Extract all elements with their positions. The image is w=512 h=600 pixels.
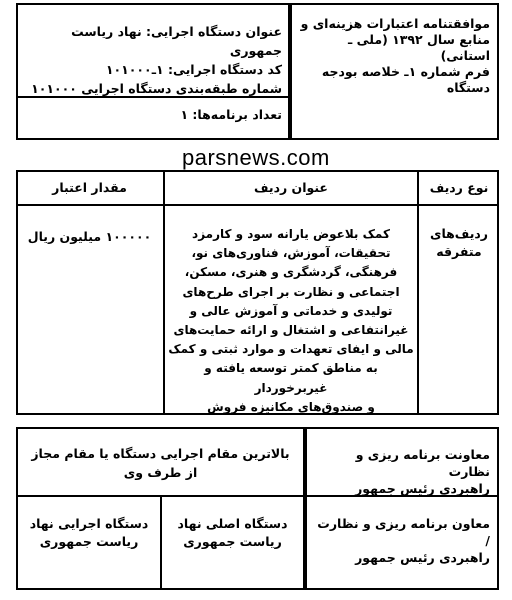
deputy-signer-line: راهبردی رئیس جمهور (355, 550, 490, 565)
row-type-text: ردیف‌های متفرقه (429, 226, 488, 259)
row-title-line: مالی و ایفای تعهدات و موارد ثبتی و کمک (168, 342, 414, 357)
executive-agency-line: دستگاه اجرایی نهاد (29, 516, 149, 531)
header-title-line: دستگاه (446, 80, 490, 95)
header-title-line: موافقتنامه اعتبارات هزینه‌ای و (300, 16, 490, 31)
deputy-office (314, 446, 490, 497)
main-agency (162, 515, 303, 551)
row-title-line: و صندوق‌های مکانیزه فروش (207, 399, 375, 414)
row-title-line: تحقیقات، آموزش، فناوری‌های نو، (191, 246, 391, 261)
header-row-title: عنوان ردیف (254, 180, 328, 195)
authority-title-line: از طرف وی (123, 465, 198, 480)
row-title (167, 225, 415, 417)
row-title-line: تولیدی و خدماتی و آموزش عالی و (189, 303, 393, 318)
main-agency-line: ریاست جمهوری (183, 534, 282, 549)
header-title-line: منابع سال ۱۳۹۲ (ملی ـ استانی) (347, 32, 490, 63)
row-type (421, 225, 497, 261)
deputy-signer (314, 515, 490, 566)
table-col-divider-1 (163, 170, 165, 415)
header-title-line: فرم شماره ۱ـ خلاصه بودجه (321, 64, 490, 79)
header-amount: مقدار اعتبار (52, 180, 127, 195)
table-col-divider-2 (417, 170, 419, 415)
main-agency-line: دستگاه اصلی نهاد (177, 516, 288, 531)
agency-code: کد دستگاه اجرایی: ۱ـ۱۰۱۰۰۰ (105, 62, 282, 77)
table-header-separator (16, 204, 499, 206)
row-title-line: غیرانتفاعی و اشتغال و ارائه حمایت‌های (173, 323, 409, 338)
agency-classification: شماره طبقه‌بندی دستگاه اجرایی ۱۰۱۰۰۰ (31, 81, 282, 96)
agency-info (20, 22, 282, 98)
row-amount: ۱۰۰۰۰۰ میلیون ریال (27, 229, 152, 244)
row-title-line: کمک بلاعوض یارانه سود و کارمزد (192, 227, 390, 241)
row-title-line: اجتماعی و نظارت بر اجرای طرح‌های (182, 284, 400, 299)
authority-title (18, 444, 303, 482)
watermark: parsnews.com (182, 145, 330, 170)
deputy-office-line: راهبردی رئیس جمهور (355, 481, 490, 496)
executive-agency-line: ریاست جمهوری (39, 534, 139, 549)
agency-title: عنوان دستگاه اجرایی: نهاد ریاست جمهوری (71, 24, 282, 58)
row-title-line: به مناطق کمتر توسعه یافته و غیربرخوردار (204, 361, 378, 395)
header-title (300, 16, 490, 96)
header-row-type: نوع ردیف (429, 180, 489, 195)
deputy-signer-line: معاون برنامه ریزی و نظارت / (317, 516, 490, 548)
authority-title-line: بالاترین مقام اجرایی دستگاه یا مقام مجاز (31, 446, 290, 461)
deputy-office-line: معاونت برنامه ریزی و نظارت (355, 447, 490, 479)
row-title-line: فرهنگی، گردشگری و هنری، مسکن، (184, 265, 398, 280)
executive-agency (18, 515, 160, 551)
program-count: تعداد برنامه‌ها: ۱ (180, 107, 282, 122)
